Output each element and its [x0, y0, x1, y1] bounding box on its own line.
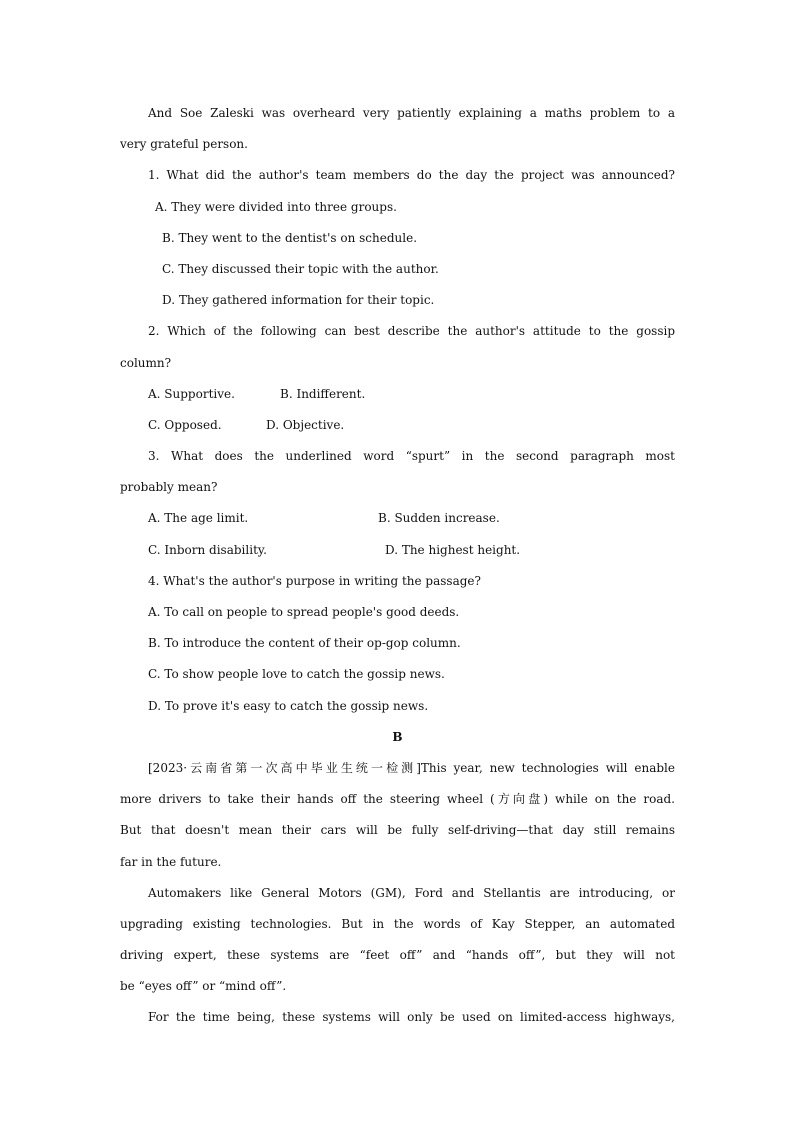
intro-line-2: very grateful person. [120, 137, 248, 152]
question-2-option-d: D. Objective. [266, 417, 345, 432]
question-3-option-b: B. Sudden increase. [378, 511, 500, 526]
question-3-stem-line-2: probably mean? [120, 480, 218, 495]
intro-line-1: And Soe Zaleski was overheard very patiently explaining a maths problem to a [148, 106, 675, 120]
section-heading-b: B [392, 729, 403, 744]
question-3-option-a: A. The age limit. [148, 511, 249, 526]
question-3-stem-line-1: 3. What does the underlined word “spurt” in the second paragraph most [148, 449, 675, 464]
question-1-option-c: C. They discussed their topic with the author. [162, 261, 439, 276]
question-2-stem-line-1: 2. Which of the following can best describe the author's attitude to the gossip [148, 324, 675, 339]
question-4-stem: 4. What's the author's purpose in writing the passage? [148, 573, 481, 588]
passage-b-paragraph-1-line-1: [2023·云南省第一次高中毕业生统一检测]This year, new technologies will enable [148, 760, 675, 775]
question-1-option-a: A. They were divided into three groups. [155, 199, 397, 214]
passage-b-paragraph-2-line-3: driving expert, these systems are “feet off” and “hands off”, but they will not [120, 948, 675, 963]
question-3-option-c: C. Inborn disability. [148, 542, 267, 557]
question-1-option-d: D. They gathered information for their topic. [162, 293, 435, 308]
question-2-option-c: C. Opposed. [148, 417, 222, 432]
question-2-options-row-2 [120, 413, 675, 444]
document-body [120, 101, 675, 1037]
passage-b-paragraph-3-line-1: For the time being, these systems will only be used on limited-access highways, [148, 1010, 675, 1025]
question-4-option-a: A. To call on people to spread people's good deeds. [148, 605, 460, 619]
question-3-option-d: D. The highest height. [385, 542, 521, 557]
question-2-option-b: B. Indifferent. [280, 386, 366, 401]
question-1-option-b: B. They went to the dentist's on schedule. [162, 230, 418, 245]
question-1-stem: 1. What did the author's team members do the day the project was announced? [148, 168, 675, 183]
question-4-option-b: B. To introduce the content of their op-gop column. [148, 636, 461, 651]
question-4-option-c: C. To show people love to catch the gossip news. [148, 667, 445, 682]
passage-b-paragraph-1-line-3: But that doesn't mean their cars will be fully self-driving—that day still remains [120, 823, 675, 838]
passage-b-paragraph-1-line-2: more drivers to take their hands off the steering wheel (方向盘) while on the road. [120, 792, 675, 807]
question-2-stem-line-2: column? [120, 355, 172, 370]
passage-b-paragraph-2-line-4: be “eyes off” or “mind off”. [120, 979, 287, 994]
question-4-option-d: D. To prove it's easy to catch the gossip news. [148, 698, 429, 713]
question-2-options-row-1 [120, 382, 675, 413]
passage-b-paragraph-1-line-4: far in the future. [120, 854, 222, 869]
question-3-options-row-2 [120, 538, 675, 569]
passage-b-paragraph-2-line-1: Automakers like General Motors (GM), Ford and Stellantis are introducing, or [148, 885, 675, 900]
passage-b-paragraph-2-line-2: upgrading existing technologies. But in the words of Kay Stepper, an automated [120, 916, 675, 931]
question-2-option-a: A. Supportive. [148, 386, 235, 401]
question-3-options-row-1 [120, 506, 675, 537]
